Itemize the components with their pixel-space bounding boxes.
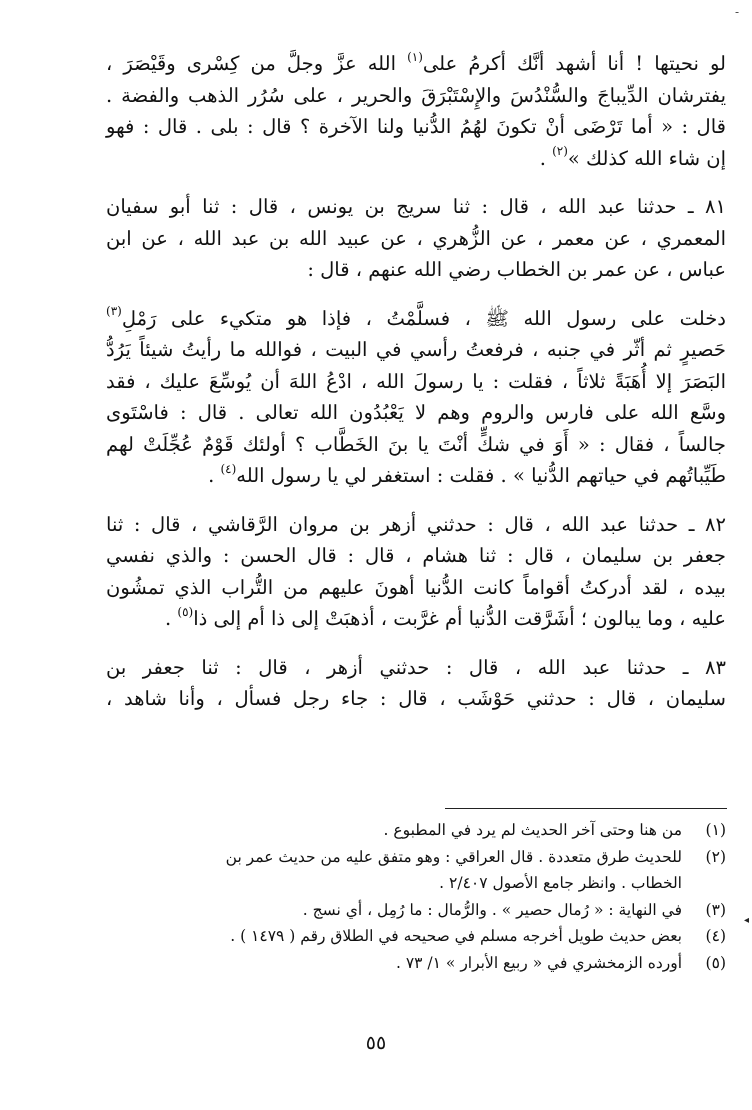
text-segment: . — [164, 607, 172, 630]
footnote-item — [106, 844, 726, 871]
paragraph-hadith-81-text — [106, 303, 726, 492]
footnote-number: (٢) — [705, 847, 726, 866]
footnote-number: (٣) — [705, 900, 726, 919]
footnote-ref-2: (٢) — [552, 144, 568, 158]
text-segment: . — [208, 464, 215, 487]
text-line: البَصَرَ إلا أُهَبَةً ثلاثاً ، فقلت : يا رسولَ الله ، ادْعُ اللهَ أن يُوسِّعَ عليك ، فقد — [106, 369, 726, 393]
paragraph-hadith-81 — [106, 191, 726, 286]
footnote-text: في النهاية : « رُمال حصير » . والرُّمال : ما رُمِل ، أي نسج . — [302, 900, 682, 919]
footnote-number: (٤) — [705, 927, 726, 945]
footnote-text: بعض حديث طويل أخرجه مسلم في صحيحه في الطلاق رقم ( ١٤٧٩ ) . — [230, 927, 682, 945]
footnote-ref-4: (٤) — [220, 461, 237, 476]
text-line: ٨٣ ـ حدثنا عبد الله ، قال : حدثني أزهر ، قال : ثنا جعفر بن — [106, 655, 726, 679]
text-line — [106, 303, 726, 335]
text-line — [106, 603, 726, 635]
text-segment: إن شاء الله كذلك » — [567, 146, 726, 170]
page-body — [106, 48, 726, 732]
footnote-number: (١) — [705, 821, 726, 839]
footnote-item — [106, 923, 726, 950]
footnote-text: أورده الزمخشري في « ربيع الأبرار » ١/ ٧٣ . — [395, 953, 682, 972]
paragraph-hadith-83 — [106, 652, 726, 715]
footnote-divider — [445, 808, 727, 809]
text-segment: طَيِّباتُهم في حياتهم الدُّنيا » . فقلت : استغفر لي يا رسول الله — [236, 464, 726, 487]
text-line: وسَّع الله على فارس والروم وهم لا يَعْبُدُون الله تعالى . قال : فاسْتَوى — [106, 401, 726, 424]
text-segment: . — [539, 146, 546, 170]
text-line — [106, 143, 726, 175]
text-segment: الله عزَّ وجلَّ من كِسْرى وقَيْصَرَ ، — [106, 52, 396, 75]
footnote-text: من هنا وحتى آخر الحديث لم يرد في المطبوع . — [383, 821, 682, 839]
text-segment: دخلت على رسول الله ﷺ ، فسلَّمْتُ ، فإذا هو متكيء على رَمْلِ — [121, 306, 726, 330]
text-line: ٨١ ـ حدثنا عبد الله ، قال : ثنا سريج بن يونس ، قال : ثنا أبو سفيان — [106, 195, 726, 218]
footnote-ref-5: (٥) — [177, 604, 194, 619]
paragraph-intro — [106, 48, 726, 174]
edge-arrow-icon: ◂ — [744, 915, 750, 926]
text-line — [106, 460, 726, 492]
text-line: عباس ، عن عمر بن الخطاب رضي الله عنهم ، قال : — [307, 258, 726, 281]
text-segment: لو نحيتها ! أنا أشهد أنَّك أكرمُ على — [422, 52, 727, 75]
footnote-item — [106, 950, 726, 977]
page-number: ٥٥ — [365, 1032, 387, 1054]
text-line: قال : « أما تَرْضَى أنْ تكونَ لهُمُ الدُّنيا ولنا الآخرة ؟ قال : بلى . قال : فهو — [106, 115, 726, 138]
footnote-continuation: الخطاب . وانظر جامع الأصول ٢/٤٠٧ . — [439, 874, 682, 892]
corner-mark: - — [735, 5, 740, 19]
text-line: سليمان ، قال : حدثني حَوْشَب ، قال : جاء رجل فسأل ، وأنا شاهد ، — [106, 687, 726, 710]
footnote-ref-1: (١) — [407, 49, 423, 64]
footnote-text: للحديث طرق متعددة . قال العراقي : وهو متفق عليه من حديث عمر بن — [225, 847, 682, 866]
footnote-ref-3: (٣) — [106, 304, 122, 318]
text-line: جالساً ، فقال : « أَوَ في شكٍّ أنْتَ يا بنَ الخَطَّاب ؟ أولئك قَوْمٌ عُجِّلَتْ لهم — [106, 432, 726, 456]
footnote-item — [106, 817, 726, 844]
footnotes — [106, 817, 726, 976]
text-segment: عليه ، وما يبالون ؛ أشَرَّقت الدُّنيا أم غرَّبت ، أذهبَتْ إلى ذا أم إلى ذا — [193, 607, 726, 630]
text-line: ٨٢ ـ حدثنا عبد الله ، قال : حدثني أزهر بن مروان الرَّقاشي ، قال : ثنا — [106, 512, 726, 536]
text-line: يفترشان الدِّيباجَ والسُّنْدُسَ والإِسْتَبْرَقَ والحرير ، على سُرُر الذهب والفضة . — [106, 83, 726, 107]
text-line: بيده ، لقد أدركتُ أقواماً كانت الدُّنيا أهونَ عليهم من التُّراب الذي تمشُون — [106, 575, 726, 599]
text-line: جعفر بن سليمان ، قال : ثنا هشام ، قال : قال الحسن : والذي نفسي — [106, 544, 726, 567]
text-line — [106, 48, 726, 80]
footnote-item — [106, 897, 726, 924]
text-line: المعمري ، عن معمر ، عن الزُّهري ، عن عبيد الله بن عبد الله ، عن ابن — [106, 226, 726, 250]
paragraph-hadith-82 — [106, 509, 726, 635]
text-line: حَصيرٍ ثم أثّر في جنبه ، فرفعتُ رأسي في البيت ، فوالله ما رأيتُ شيئاً يَرُدُّ — [106, 338, 726, 361]
footnote-number: (٥) — [705, 953, 726, 972]
